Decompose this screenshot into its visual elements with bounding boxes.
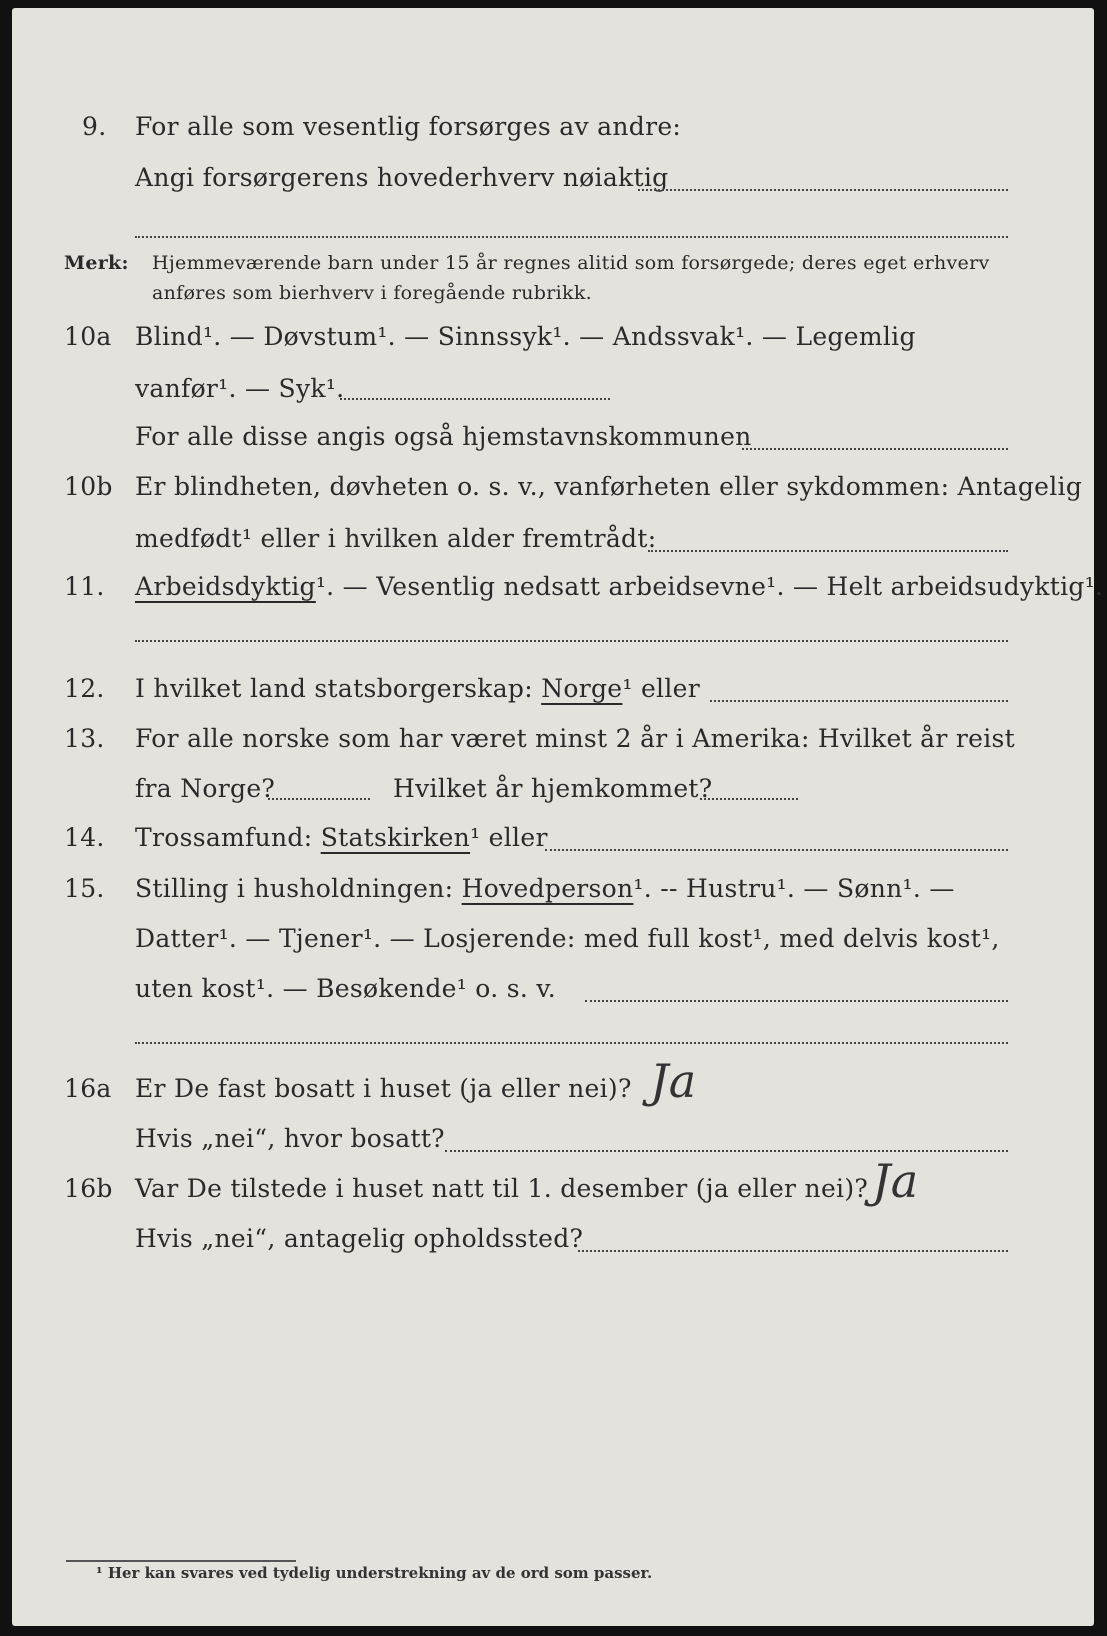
q15-row	[0, 874, 1107, 914]
q13-number: 13.	[64, 724, 105, 753]
q10b-answer-line[interactable]	[648, 550, 1008, 552]
q13-row-2	[0, 774, 1107, 814]
q9-question-2: Angi forsørgerens hovederhverv nøiaktig	[135, 163, 669, 192]
q16a-row-2	[0, 1124, 1107, 1164]
merk-row-2	[0, 282, 1107, 322]
q13-question-2b: Hvilket år hjemkommet?	[393, 774, 713, 803]
q11-row	[0, 572, 1107, 612]
q12-answer-line[interactable]	[710, 700, 1008, 702]
q10a-question-2: vanfør¹. — Syk¹.	[135, 374, 345, 403]
q10a-row-3	[0, 422, 1107, 462]
q10b-number: 10b	[64, 472, 113, 501]
merk-text-2: anføres som bierhverv i foregående rubrikk.	[152, 282, 592, 304]
q12-question	[135, 674, 700, 703]
q12-option-norge[interactable]: Norge	[541, 674, 623, 703]
merk-label: Merk:	[64, 252, 129, 274]
form-page	[12, 8, 1094, 1626]
q9-answer-line-2[interactable]	[135, 236, 1008, 238]
merk-text-1: Hjemmeværende barn under 15 år regnes alitid som forsørgede; deres eget erhverv	[152, 252, 990, 274]
q9-number: 9.	[82, 112, 107, 141]
q12-number: 12.	[64, 674, 105, 703]
q9-row	[0, 112, 1107, 152]
q11-answer-line[interactable]	[135, 640, 1008, 642]
q16b-answer-line[interactable]	[578, 1250, 1008, 1252]
q16b-row	[0, 1154, 1107, 1214]
q14-number: 14.	[64, 823, 105, 852]
q11-rest: ¹. — Vesentlig nedsatt arbeidsevne¹. — Helt arbeidsudyktig¹.	[315, 572, 1104, 601]
q13-question-2a: fra Norge?	[135, 774, 276, 803]
footnote-mark: ¹	[96, 1564, 103, 1582]
q15-row-3	[0, 974, 1107, 1014]
q15-question-2: Datter¹. — Tjener¹. — Losjerende: med full kost¹, med delvis kost¹,	[135, 924, 1000, 953]
q15-option-hovedperson[interactable]: Hovedperson	[461, 874, 634, 903]
footnote-rule	[66, 1560, 296, 1562]
q14-option-statskirken[interactable]: Statskirken	[320, 823, 471, 852]
q12-text: I hvilket land statsborgerskap:	[135, 674, 533, 703]
q12-row	[0, 674, 1107, 714]
q14-question	[135, 823, 548, 852]
q16a-answer-line[interactable]	[445, 1150, 1008, 1152]
q10b-question: Er blindheten, døvheten o. s. v., vanførheten eller sykdommen: Antagelig	[135, 472, 1083, 501]
q13-answer-year-hjemkommet[interactable]	[700, 798, 798, 800]
q10a-answer-line[interactable]	[340, 398, 610, 400]
q14-answer-line[interactable]	[545, 849, 1008, 851]
q15-answer-line-2[interactable]	[135, 1042, 1008, 1044]
q16a-question-2: Hvis „nei“, hvor bosatt?	[135, 1124, 445, 1153]
q15-number: 15.	[64, 874, 105, 903]
q10a-question-3: For alle disse angis også hjemstavnskommunen	[135, 422, 752, 451]
q15-post: ¹. -- Hustru¹. — Sønn¹. —	[633, 874, 955, 903]
footnote	[96, 1564, 652, 1582]
q10b-row	[0, 472, 1107, 512]
q10b-row-2	[0, 524, 1107, 564]
q15-text: Stilling i husholdningen:	[135, 874, 454, 903]
q10a-answer-line-2[interactable]	[742, 448, 1008, 450]
q14-text: Trossamfund:	[135, 823, 313, 852]
q10a-row	[0, 322, 1107, 362]
q13-question: For alle norske som har været minst 2 år i Amerika: Hvilket år reist	[135, 724, 1016, 753]
footnote-text: Her kan svares ved tydelig understrekning av de ord som passer.	[107, 1564, 653, 1582]
q16b-handwritten-answer: Ja	[872, 1154, 919, 1208]
q16a-question: Er De fast bosatt i huset (ja eller nei)?	[135, 1074, 632, 1103]
q15-question-3: uten kost¹. — Besøkende¹ o. s. v.	[135, 974, 557, 1003]
q10a-row-2	[0, 374, 1107, 414]
q15-row-2	[0, 924, 1107, 964]
q14-post: ¹ eller	[470, 823, 548, 852]
q14-row	[0, 823, 1107, 863]
q16b-question: Var De tilstede i huset natt til 1. desember (ja eller nei)?	[135, 1174, 869, 1203]
q16a-row	[0, 1054, 1107, 1114]
q13-row	[0, 724, 1107, 764]
q11-option-arbeidsdyktig[interactable]: Arbeidsdyktig	[135, 572, 316, 601]
q12-post: ¹ eller	[622, 674, 700, 703]
q13-answer-year-reist[interactable]	[268, 798, 370, 800]
q16a-number: 16a	[64, 1074, 112, 1103]
q10a-number: 10a	[64, 322, 112, 351]
q16b-question-2: Hvis „nei“, antagelig opholdssted?	[135, 1224, 584, 1253]
q9-row-2	[0, 163, 1107, 203]
q9-question: For alle som vesentlig forsørges av andre:	[135, 112, 682, 141]
q15-question	[135, 874, 955, 903]
q15-answer-line[interactable]	[585, 1000, 1008, 1002]
q10b-question-2: medfødt¹ eller i hvilken alder fremtrådt:	[135, 524, 657, 553]
q10a-question: Blind¹. — Døvstum¹. — Sinnssyk¹. — Andssvak¹. — Legemlig	[135, 322, 916, 351]
q11-question	[135, 572, 1103, 601]
q11-number: 11.	[64, 572, 105, 601]
q16a-handwritten-answer: Ja	[650, 1054, 697, 1108]
q9-answer-line[interactable]	[638, 189, 1008, 191]
q16b-number: 16b	[64, 1174, 113, 1203]
q16b-row-2	[0, 1224, 1107, 1264]
